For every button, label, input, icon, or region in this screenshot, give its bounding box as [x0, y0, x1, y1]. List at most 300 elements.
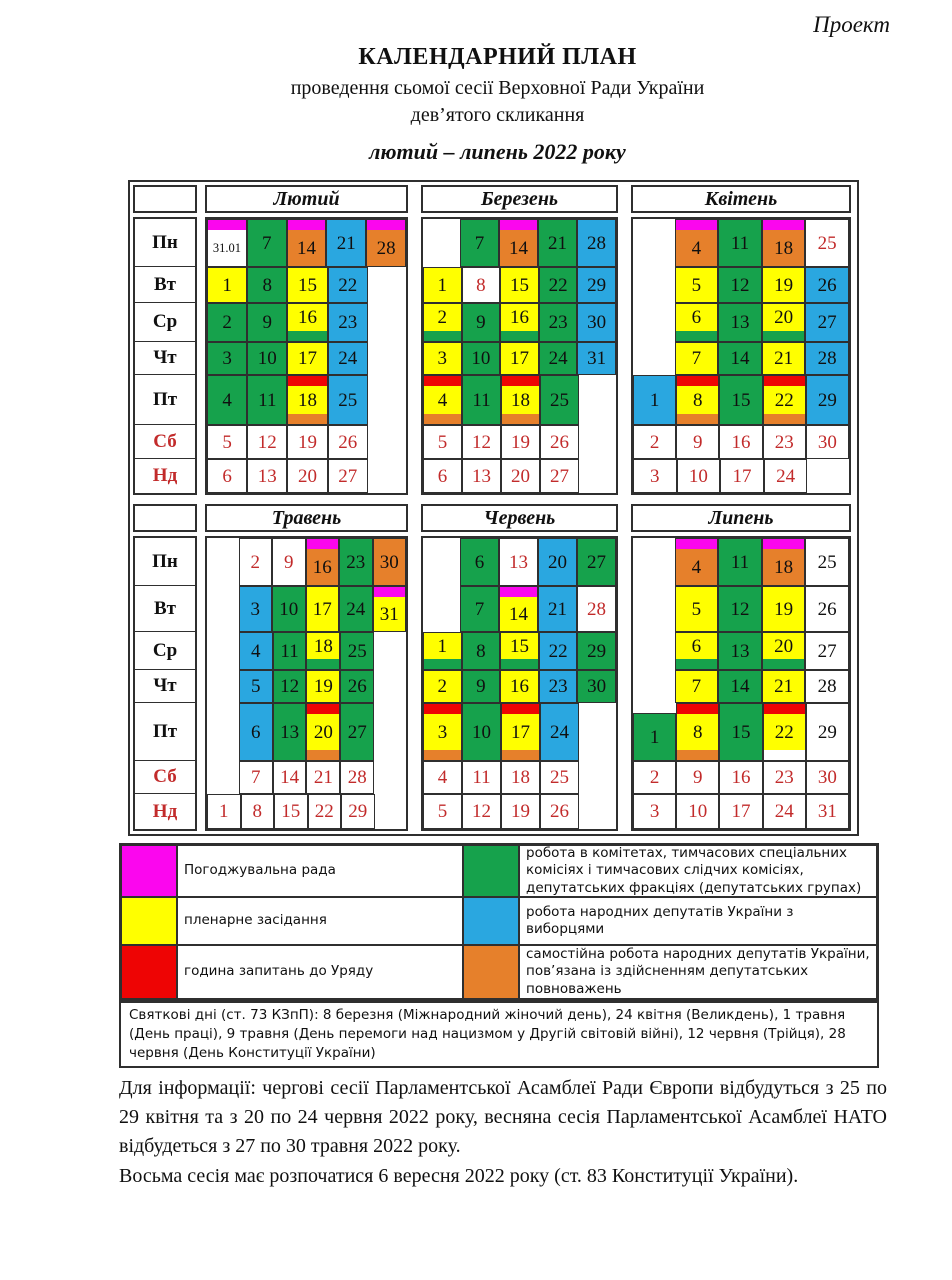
day-number: 10	[279, 598, 299, 620]
day-cell	[577, 632, 616, 670]
day-cell	[806, 761, 849, 794]
day-number: 20	[774, 307, 794, 328]
day-number: 13	[280, 721, 300, 743]
stripe-top	[676, 220, 718, 230]
day-cell	[718, 303, 762, 342]
week-row	[633, 586, 849, 632]
day-number: 14	[730, 676, 750, 697]
empty-cell	[207, 538, 239, 586]
stripe-bottom	[502, 750, 539, 760]
week-row	[207, 586, 406, 632]
day-number: 29	[817, 389, 837, 411]
day-number: 8	[693, 721, 703, 743]
day-number: 31	[817, 801, 837, 822]
day-number: 16	[731, 431, 751, 453]
day-cell	[763, 703, 806, 761]
day-number: 8	[262, 274, 273, 296]
day-number: 7	[691, 676, 702, 697]
legend-label: самостійна робота народних депутатів України, пов’язана із здійсненням депутатських повноважень	[519, 945, 877, 999]
day-cell	[247, 219, 287, 267]
day-number: 15	[731, 389, 751, 411]
day-cell	[423, 703, 462, 761]
day-cell	[499, 219, 538, 267]
stripe-bottom	[764, 750, 805, 760]
month-block	[421, 185, 618, 495]
legend-label: пленарне засідання	[177, 897, 463, 945]
stripe-top	[367, 220, 405, 230]
day-number: 25	[550, 389, 569, 411]
day-cell	[462, 267, 501, 303]
month-block	[421, 504, 618, 831]
day-number: 12	[257, 431, 277, 453]
month-grid	[631, 217, 851, 495]
empty-cell	[207, 632, 239, 670]
day-number: 3	[437, 721, 448, 743]
day-number: 13	[509, 551, 528, 573]
day-cell	[539, 267, 578, 303]
day-cell	[806, 703, 849, 761]
day-cell	[328, 459, 368, 493]
week-row	[633, 761, 849, 794]
month-grid	[205, 217, 408, 495]
day-number: 6	[691, 635, 702, 657]
day-cell	[501, 459, 540, 493]
day-cell	[462, 375, 501, 425]
empty-cell	[633, 632, 675, 670]
week-row	[423, 761, 616, 794]
day-number: 1	[219, 801, 229, 822]
empty-cell	[633, 303, 675, 342]
day-cell	[719, 761, 762, 794]
day-number: 23	[338, 312, 358, 333]
day-number: 19	[298, 431, 317, 453]
day-cell	[462, 342, 501, 375]
day-cell	[675, 586, 719, 632]
day-number: 1	[437, 274, 448, 296]
day-cell	[675, 670, 719, 703]
week-row	[633, 219, 849, 267]
day-number: 11	[472, 767, 491, 788]
day-cell	[633, 425, 676, 459]
stripe-top	[307, 539, 339, 549]
day-cell	[539, 303, 578, 342]
month-block	[205, 185, 408, 495]
day-cell	[306, 586, 340, 632]
day-cell	[718, 219, 762, 267]
day-cell	[633, 375, 676, 425]
month-grid	[205, 536, 408, 831]
week-row	[207, 794, 406, 829]
day-number: 12	[730, 598, 750, 620]
day-cell	[762, 586, 806, 632]
calendar-band-2	[133, 504, 854, 831]
day-number: 2	[222, 312, 232, 333]
day-number: 15	[731, 721, 751, 743]
day-number: 28	[587, 598, 606, 620]
day-cell	[326, 219, 366, 267]
day-number: 10	[688, 801, 708, 822]
day-number: 30	[379, 551, 399, 573]
month-title: Травень	[205, 504, 408, 532]
day-number: 20	[548, 551, 567, 573]
day-number: 11	[730, 232, 750, 254]
day-number: 2	[649, 767, 660, 788]
day-number: 23	[548, 312, 568, 333]
day-number: 14	[509, 603, 528, 625]
day-cell	[577, 219, 616, 267]
day-cell	[719, 794, 762, 829]
day-cell	[762, 538, 806, 586]
day-number: 6	[250, 721, 261, 743]
day-cell	[306, 632, 340, 670]
day-number: 4	[437, 389, 448, 411]
week-row	[207, 375, 406, 425]
day-cell	[805, 632, 849, 670]
week-row	[207, 538, 406, 586]
day-number: 24	[346, 598, 366, 620]
day-number: 26	[347, 676, 367, 697]
day-number: 6	[474, 551, 485, 573]
day-number: 9	[476, 312, 486, 333]
day-number: 9	[262, 312, 273, 333]
empty-cell	[633, 670, 675, 703]
day-number: 8	[693, 389, 703, 411]
day-number: 9	[476, 676, 486, 697]
day-cell	[287, 219, 327, 267]
day-cell	[806, 425, 849, 459]
day-number: 14	[296, 237, 316, 259]
empty-cell	[579, 425, 616, 459]
day-cell	[339, 586, 373, 632]
empty-cell	[207, 703, 239, 761]
week-row	[207, 632, 406, 670]
day-number: 15	[509, 635, 529, 657]
empty-cell	[579, 761, 616, 794]
day-cell	[272, 586, 306, 632]
stripe-bottom	[676, 659, 718, 669]
empty-cell	[633, 219, 675, 267]
legend-label: година запитань до Уряду	[177, 945, 463, 999]
day-number: 31	[379, 603, 399, 625]
day-number: 4	[691, 237, 702, 259]
empty-cell	[368, 375, 406, 425]
week-row	[207, 219, 406, 267]
project-label: Проект	[813, 12, 890, 37]
subtitle-line-1: проведення сьомої сесії Верховної Ради України	[290, 77, 705, 99]
day-number: 7	[691, 348, 702, 369]
day-cell	[287, 375, 327, 425]
day-number: 27	[817, 640, 837, 662]
stripe-top	[764, 376, 805, 386]
day-cell	[273, 670, 307, 703]
day-number: 1	[649, 726, 660, 748]
day-number: 24	[550, 721, 569, 743]
day-number: 10	[688, 465, 708, 487]
day-number: 26	[550, 801, 569, 822]
day-cell	[272, 538, 306, 586]
day-number: 14	[280, 767, 300, 788]
day-number: 21	[548, 598, 567, 620]
empty-cell	[579, 459, 616, 493]
day-cell	[500, 670, 539, 703]
day-number: 27	[338, 465, 358, 487]
day-cell	[328, 267, 368, 303]
day-number: 11	[730, 551, 750, 573]
stripe-bottom	[288, 331, 326, 341]
stripe-top	[677, 376, 718, 386]
day-number: 24	[548, 348, 568, 369]
stripe-top	[763, 220, 805, 230]
day-number: 11	[280, 640, 299, 662]
day-cell	[805, 303, 849, 342]
day-cell	[273, 632, 307, 670]
empty-cell	[633, 342, 675, 375]
day-number: 29	[817, 721, 837, 743]
day-number: 12	[730, 274, 750, 296]
day-number: 28	[376, 237, 396, 259]
empty-cell	[375, 794, 407, 829]
day-number: 25	[338, 389, 358, 411]
day-cell	[500, 632, 539, 670]
day-number: 6	[691, 307, 702, 328]
day-cell	[287, 303, 327, 342]
day-cell	[500, 342, 539, 375]
month-block	[205, 504, 408, 831]
empty-cell	[374, 703, 406, 761]
day-cell	[339, 538, 373, 586]
day-cell	[247, 267, 287, 303]
day-cell	[340, 670, 374, 703]
weekday-label: Вт	[135, 267, 195, 303]
day-number: 24	[776, 465, 796, 487]
day-cell	[423, 459, 462, 493]
stripe-bottom	[763, 659, 805, 669]
day-number: 25	[817, 551, 837, 573]
stripe-bottom	[676, 331, 718, 341]
day-number: 17	[731, 801, 751, 822]
weekday-label: Чт	[135, 342, 195, 375]
day-number: 22	[548, 274, 568, 296]
day-number: 5	[437, 801, 448, 822]
weekday-label: Чт	[135, 670, 195, 703]
day-number: 18	[774, 237, 794, 259]
day-cell	[675, 303, 719, 342]
week-row	[423, 459, 616, 493]
day-number: 17	[509, 348, 529, 369]
day-cell	[207, 303, 247, 342]
day-number: 2	[250, 551, 260, 573]
empty-cell	[807, 459, 849, 493]
day-cell	[306, 538, 340, 586]
empty-cell	[633, 538, 675, 586]
empty-cell	[368, 459, 406, 493]
stripe-bottom	[424, 659, 461, 669]
day-cell	[540, 375, 579, 425]
stripe-top	[502, 704, 539, 714]
empty-cell	[368, 267, 406, 303]
day-cell	[366, 219, 406, 267]
day-cell	[675, 267, 719, 303]
month-block	[631, 504, 851, 831]
day-number: 30	[587, 676, 607, 697]
day-cell	[207, 219, 247, 267]
day-number: 27	[347, 721, 367, 743]
month-title: Березень	[421, 185, 618, 213]
day-number: 31	[587, 348, 607, 369]
week-row	[423, 586, 616, 632]
week-row	[207, 459, 406, 493]
day-number: 5	[222, 431, 232, 453]
day-number: 17	[312, 598, 332, 620]
day-number: 8	[252, 801, 262, 822]
day-number: 15	[281, 801, 301, 822]
empty-cell	[374, 761, 406, 794]
legend-label: робота в комітетах, тимчасових спеціальних комісіях і тимчасових слідчих комісіях, депутатських фракціях (депутатських групах)	[519, 845, 877, 897]
day-number: 18	[313, 635, 333, 657]
stripe-bottom	[764, 414, 805, 424]
day-cell	[675, 632, 719, 670]
day-cell	[676, 425, 719, 459]
day-cell	[718, 267, 762, 303]
empty-cell	[374, 670, 406, 703]
day-cell	[340, 632, 374, 670]
day-cell	[763, 794, 806, 829]
day-number: 25	[347, 640, 367, 662]
day-cell	[577, 670, 616, 703]
day-number: 12	[472, 801, 491, 822]
week-row	[207, 761, 406, 794]
day-cell	[328, 425, 368, 459]
day-number: 19	[511, 431, 530, 453]
day-number: 9	[693, 431, 703, 453]
day-cell	[633, 459, 677, 493]
info-paragraph: Для інформації: чергові сесії Парламентської Асамблеї Ради Європи відбудуться з 25 по 29 квітня та з 20 по 24 червня 2022 року, весняна сесія Парламентської Асамблеї НАТО відбудеться з 27 по 30 травня 2022 року.	[119, 1077, 887, 1157]
empty-cell	[207, 670, 239, 703]
week-row	[207, 703, 406, 761]
stripe-bottom	[307, 750, 339, 760]
month-grid	[631, 536, 851, 831]
stripe-top	[374, 587, 406, 597]
weekday-label: Вт	[135, 586, 195, 632]
day-cell	[633, 794, 676, 829]
week-row	[633, 425, 849, 459]
day-cell	[207, 375, 247, 425]
day-cell	[247, 342, 287, 375]
day-cell	[763, 761, 806, 794]
weekday-label: Нд	[135, 459, 195, 493]
stripe-top	[764, 704, 805, 714]
stripe-bottom	[502, 414, 539, 424]
day-number: 21	[774, 348, 794, 369]
week-row	[423, 794, 616, 829]
day-number: 28	[817, 676, 837, 697]
empty-cell	[633, 267, 675, 303]
month-block	[631, 185, 851, 495]
month-grid	[421, 217, 618, 495]
day-number: 4	[250, 640, 261, 662]
day-cell	[805, 670, 849, 703]
day-cell	[577, 586, 616, 632]
day-number: 4	[691, 556, 702, 578]
day-cell	[719, 425, 762, 459]
day-number: 29	[348, 801, 368, 822]
day-number: 5	[691, 598, 702, 620]
day-number: 10	[257, 348, 277, 369]
day-number: 12	[280, 676, 300, 697]
day-number: 26	[338, 431, 358, 453]
stripe-top	[288, 376, 326, 386]
day-number: 5	[437, 431, 448, 453]
stripe-top	[500, 587, 537, 597]
day-number: 16	[509, 307, 529, 328]
stripe-top	[502, 376, 539, 386]
day-cell	[340, 761, 374, 794]
day-number: 16	[298, 307, 317, 328]
day-number: 28	[587, 232, 606, 254]
day-cell	[805, 267, 849, 303]
stripe-top	[763, 539, 805, 549]
day-number: 1	[222, 274, 232, 296]
stripe-top	[424, 704, 461, 714]
day-cell	[501, 703, 540, 761]
day-cell	[462, 794, 501, 829]
day-cell	[207, 794, 241, 829]
day-cell	[239, 703, 273, 761]
week-row	[423, 303, 616, 342]
day-cell	[540, 794, 579, 829]
day-number: 22	[548, 640, 568, 662]
month-title: Лютий	[205, 185, 408, 213]
day-cell	[423, 267, 462, 303]
day-number: 9	[693, 767, 703, 788]
day-number: 4	[437, 767, 448, 788]
day-cell	[423, 670, 462, 703]
week-row	[633, 794, 849, 829]
day-cell	[676, 761, 719, 794]
weekday-label: Пн	[135, 538, 195, 586]
day-cell	[539, 670, 578, 703]
day-cell	[462, 632, 501, 670]
weekday-labels	[133, 536, 197, 831]
week-row	[423, 219, 616, 267]
weekday-label: Нд	[135, 794, 195, 829]
day-number: 20	[774, 635, 794, 657]
day-cell	[762, 219, 806, 267]
week-row	[633, 703, 849, 761]
month-title: Липень	[631, 504, 851, 532]
legend-swatch-blue	[463, 897, 519, 945]
day-cell	[675, 538, 719, 586]
week-row	[633, 342, 849, 375]
day-number: 13	[730, 312, 750, 333]
day-cell	[241, 794, 275, 829]
week-row	[633, 267, 849, 303]
day-cell	[373, 538, 407, 586]
day-number: 18	[511, 767, 530, 788]
day-number: 1	[649, 389, 660, 411]
day-cell	[676, 794, 719, 829]
day-cell	[577, 538, 616, 586]
week-row	[423, 425, 616, 459]
day-cell	[762, 670, 806, 703]
day-number: 13	[257, 465, 277, 487]
day-cell	[373, 586, 407, 632]
day-cell	[462, 703, 501, 761]
day-cell	[273, 761, 307, 794]
day-cell	[540, 425, 579, 459]
empty-cell	[579, 794, 616, 829]
day-cell	[207, 459, 247, 493]
